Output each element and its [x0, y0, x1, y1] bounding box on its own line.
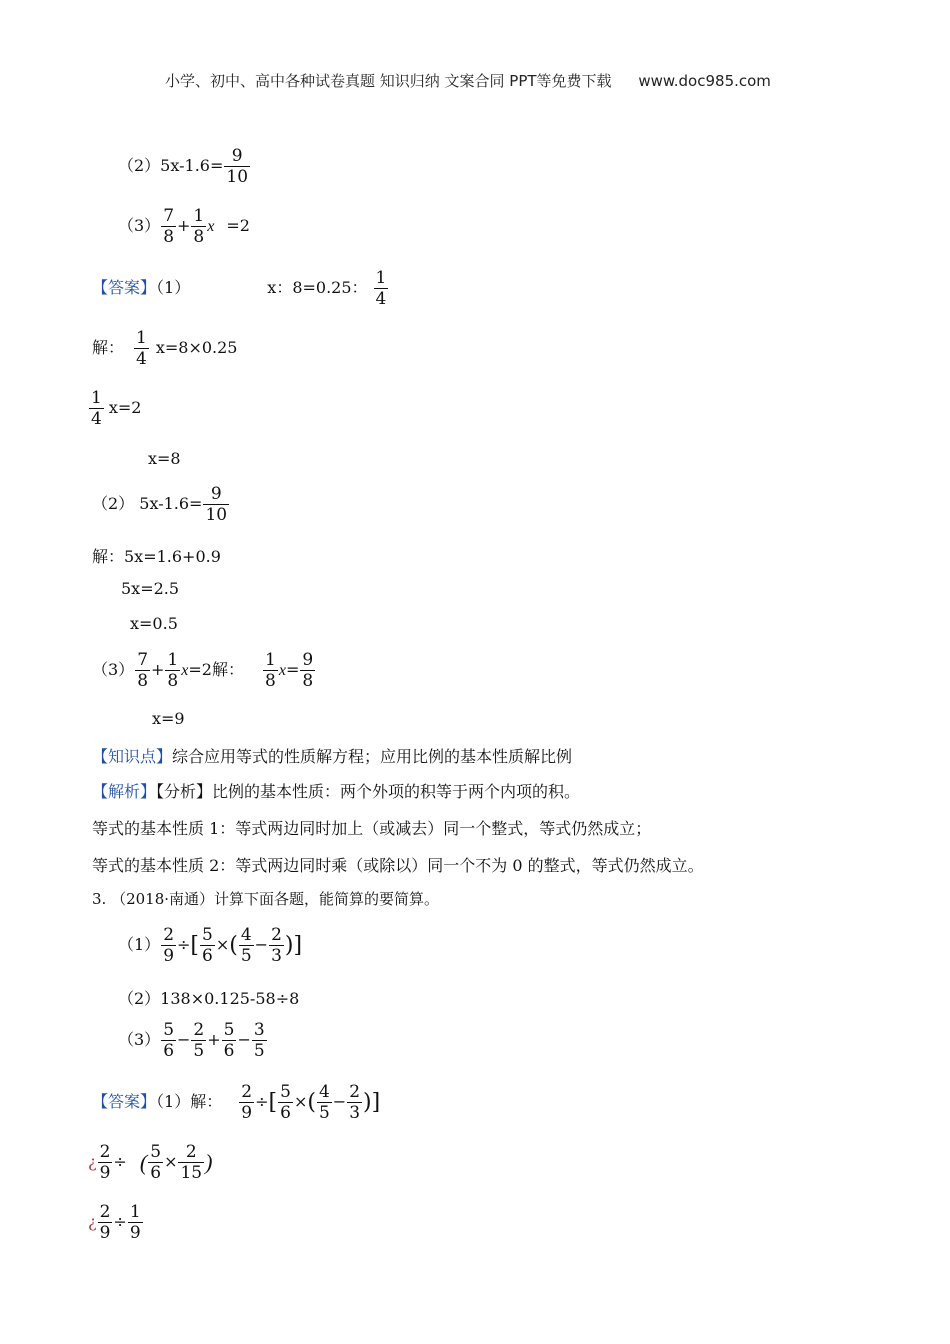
analysis-line-2: 等式的基本性质 1：等式两边同时加上（或减去）同一个整式，等式仍然成立；: [92, 819, 652, 838]
answer-tag: 【答案】: [92, 278, 157, 297]
header-text: 小学、初中、高中各种试卷真题 知识归纳 文案合同 PPT等免费下载: [165, 72, 612, 90]
answer-2-item-2-step-3: x=0.5: [130, 614, 178, 633]
answer-2-item-2-step-2: 5x=2.5: [121, 579, 180, 598]
fraction: $\frac{5}{6}$: [163, 1020, 175, 1061]
answer-3-item-1: 【答案】（1）解： $\frac{2}{9}$ ÷[ $\frac{5}{6}$ ×( $\frac{4}{5}$ − $\frac{2}{3}$ )]: [92, 1082, 381, 1123]
fraction: $\frac{2}{9}$: [241, 1082, 253, 1123]
fraction: $\frac{5}{6}$: [280, 1082, 291, 1123]
fraction: $\frac{1}{8}$: [193, 206, 205, 247]
fraction: $\frac{4}{5}$: [240, 925, 252, 966]
answer-2-item-2-step-1: 解：5x=1.6+0.9: [92, 547, 221, 566]
fraction: $\frac{2}{9}$: [99, 1142, 111, 1183]
analysis-tag: 【解析】: [92, 782, 157, 801]
fraction: $\frac{2}{9}$: [163, 925, 175, 966]
fraction: $\frac{2}{9}$: [99, 1202, 111, 1243]
answer-2-step-2: $\frac{1}{4}$ x=2: [91, 388, 142, 429]
fraction: $\frac{9}{8}$: [302, 650, 314, 691]
page-header: [165, 70, 771, 91]
answer-2-step-1: 解： $\frac{1}{4}$ x=8×0.25: [92, 328, 238, 369]
fraction: $\frac{5}{6}$: [202, 925, 213, 966]
analysis-line-3: 等式的基本性质 2：等式两边同时乘（或除以）同一个不为 0 的整式，等式仍然成立。: [92, 856, 704, 875]
fraction: $\frac{7}{8}$: [137, 650, 149, 691]
fraction: $\frac{7}{8}$: [163, 206, 175, 247]
question-3-item-2: （2）138×0.125-58÷8: [118, 989, 300, 1008]
answer-2-step-3: x=8: [148, 449, 181, 468]
question-3-item-1: （1） $\frac{2}{9}$ ÷[ $\frac{5}{6}$ ×( $\frac{4}{5}$ − $\frac{2}{3}$ )]: [118, 925, 303, 966]
answer-2-item-2: （2） 5x-1.6= $\frac{9}{10}$: [92, 484, 228, 525]
answer-3-step-1: ¿ $\frac{2}{9}$ ÷ ( $\frac{5}{6}$ × $\frac{2}{15}$ ): [88, 1142, 213, 1183]
fraction: $\frac{1}{4}$: [91, 388, 102, 429]
fraction: $\frac{1}{4}$: [136, 328, 147, 369]
fraction: $\frac{1}{8}$: [167, 650, 179, 691]
answer-2-item-3: （3） $\frac{7}{8}$ + $\frac{1}{8}$ x=2解： $\frac{1}{8}$ x= $\frac{9}{8}$: [92, 650, 314, 691]
question-2-item-2: （2）5x-1.6= $\frac{9}{10}$: [118, 146, 249, 187]
fraction: $\frac{9}{10}$: [226, 146, 249, 187]
analysis: 【解析】【分析】比例的基本性质：两个外项的积等于两个内项的积。: [92, 782, 581, 801]
header-url: www.doc985.com: [638, 72, 771, 90]
answer-2-item-3-step-2: x=9: [152, 709, 185, 728]
fraction: $\frac{2}{5}$: [193, 1020, 205, 1061]
knowledge-tag: 【知识点】: [92, 747, 173, 766]
question-3-item-3: （3） $\frac{5}{6}$ − $\frac{2}{5}$ + $\frac{5}{6}$ − $\frac{3}{5}$: [118, 1020, 265, 1061]
fraction: $\frac{4}{5}$: [318, 1082, 330, 1123]
knowledge-point: 【知识点】综合应用等式的性质解方程；应用比例的基本性质解比例: [92, 747, 573, 766]
answer-3-step-2: ¿ $\frac{2}{9}$ ÷ $\frac{1}{9}$: [88, 1202, 141, 1243]
fraction: $\frac{2}{3}$: [271, 925, 282, 966]
answer-2-item-1: 【答案】（1） x：8=0.25： $\frac{1}{4}$: [92, 268, 387, 309]
fraction: $\frac{1}{4}$: [375, 268, 387, 309]
fraction: $\frac{3}{5}$: [253, 1020, 265, 1061]
fraction: $\frac{1}{9}$: [129, 1202, 141, 1243]
fraction: $\frac{5}{6}$: [223, 1020, 235, 1061]
fraction: $\frac{5}{6}$: [150, 1142, 162, 1183]
question-3-title: 3. （2018·南通）计算下面各题，能简算的要简算。: [92, 890, 440, 908]
fraction: $\frac{2}{3}$: [349, 1082, 361, 1123]
question-2-item-3: （3） $\frac{7}{8}$ + $\frac{1}{8}$ x =2: [118, 206, 250, 247]
fraction: $\frac{1}{8}$: [265, 650, 276, 691]
answer-tag: 【答案】: [92, 1092, 157, 1111]
fraction: $\frac{9}{10}$: [205, 484, 228, 525]
fraction: $\frac{2}{15}$: [180, 1142, 203, 1183]
